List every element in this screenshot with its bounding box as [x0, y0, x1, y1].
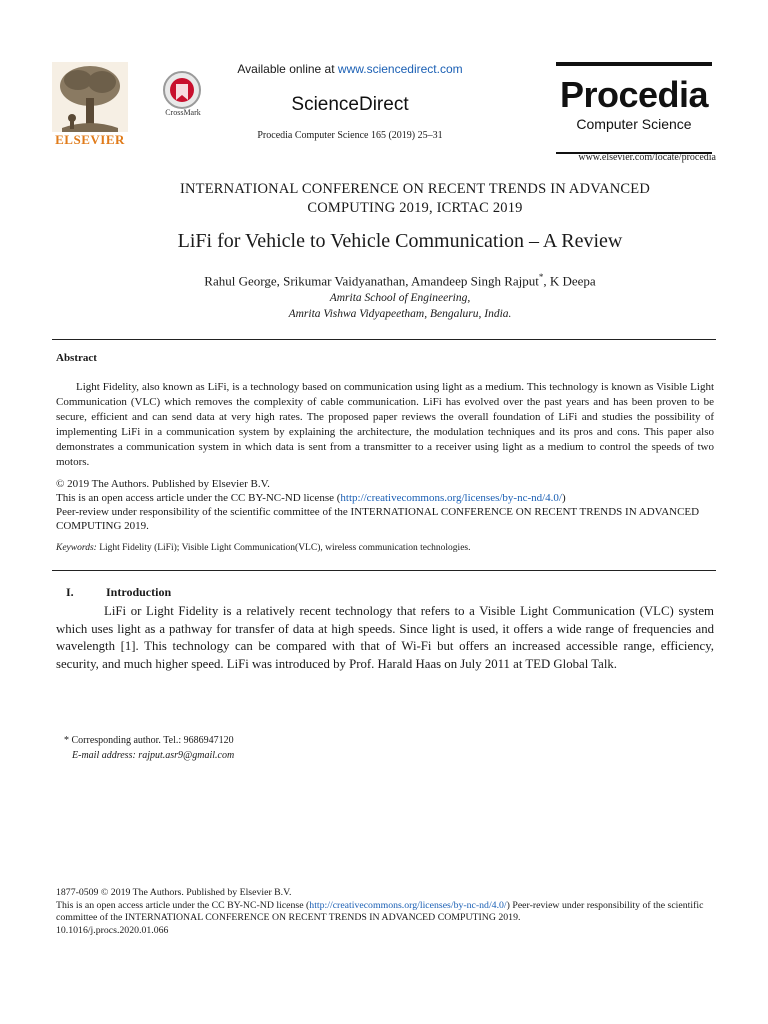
email-address[interactable]: rajput.asr9@gmail.com — [135, 750, 235, 761]
copyright-line: © 2019 The Authors. Published by Elsevier B.V. — [56, 478, 270, 490]
affiliation-line-2: Amrita Vishwa Vidyapeetham, Bengaluru, India. — [288, 308, 512, 320]
keywords-label: Keywords: — [56, 543, 97, 553]
journal-reference: Procedia Computer Science 165 (2019) 25–31 — [257, 130, 443, 141]
license-line — [56, 491, 716, 505]
section-title: Introduction — [106, 585, 172, 599]
footer-license-link[interactable]: http://creativecommons.org/licenses/by-nc-nd/4.0/ — [309, 899, 507, 911]
corresponding-author-line: * Corresponding author. Tel.: 9686947120 — [64, 735, 234, 746]
keywords-text: Light Fidelity (LiFi); Visible Light Communication(VLC), wireless communication technologies. — [96, 543, 471, 553]
crossmark-label: CrossMark — [165, 108, 201, 117]
license-link[interactable]: http://creativecommons.org/licenses/by-nc-nd/4.0/ — [340, 492, 562, 504]
platform-name: ScienceDirect — [291, 94, 409, 115]
divider-top — [52, 339, 716, 340]
section-number: I. — [66, 585, 74, 599]
authors-main: Rahul George, Srikumar Vaidyanathan, Amandeep Singh Rajput — [204, 273, 539, 289]
email-label: E-mail address: — [72, 750, 136, 761]
author-list — [90, 272, 710, 289]
available-online — [220, 62, 480, 76]
keywords-line — [56, 543, 716, 553]
affiliation-line-1: Amrita School of Engineering, — [329, 292, 471, 304]
authors-tail: , K Deepa — [543, 273, 596, 289]
journal-url[interactable]: www.elsevier.com/locate/procedia — [578, 152, 716, 163]
doi-line[interactable]: 10.1016/j.procs.2020.01.066 — [56, 924, 169, 936]
elsevier-wordmark: ELSEVIER — [55, 132, 125, 147]
section-heading — [66, 585, 171, 600]
journal-logo-subtitle: Computer Science — [576, 116, 692, 132]
corresponding-author-note — [64, 733, 234, 763]
sciencedirect-link[interactable]: www.sciencedirect.com — [337, 62, 463, 76]
crossmark-icon[interactable] — [162, 70, 202, 110]
footer-license-prefix: This is an open access article under the CC BY-NC-ND license ( — [56, 899, 310, 911]
paper-title: LiFi for Vehicle to Vehicle Communication – A Review — [177, 230, 623, 252]
license-prefix: This is an open access article under the CC BY-NC-ND license ( — [56, 492, 341, 504]
abstract-heading: Abstract — [56, 352, 97, 364]
peer-review-line: Peer-review under responsibility of the scientific committee of the INTERNATIONAL CONFERENCE ON RECENT TRENDS IN ADVANCED COMPUTING 2019. — [56, 506, 700, 532]
issn-line: 1877-0509 © 2019 The Authors. Published by Elsevier B.V. — [56, 887, 292, 898]
footer-license-suffix: ) Peer-review under responsibility of the scientific committee of the INTERNATIONAL CONFERENCE ON RECENT TRENDS IN ADVANCED COMPUTING 2019. — [56, 899, 704, 923]
email-line — [64, 748, 234, 763]
conference-name — [120, 180, 710, 218]
available-online-prefix: Available online at — [237, 62, 338, 76]
corresponding-mark: * — [538, 272, 544, 282]
divider-bottom — [52, 570, 716, 571]
license-suffix: ) — [562, 492, 566, 504]
footer-license — [56, 900, 716, 925]
journal-logo-title: Procedia — [559, 74, 709, 115]
introduction-body: LiFi or Light Fidelity is a relatively recent technology that refers to a Visible Light Communication (VLC) system which uses light as a pathway for transfer of data at high speeds. Since light is used, it offers a wide range of frequencies and wavelength [1]. This technology can be compared with that of Wi-Fi but offers an increased accessible range, efficiency, security, and much higher speed. LiFi was introduced by Prof. Harald Haas on July 2011 at TED Global Talk. — [56, 604, 714, 671]
page-footer — [56, 887, 716, 937]
conference-line-2: COMPUTING 2019, ICRTAC 2019 — [307, 200, 523, 216]
abstract-body: Light Fidelity, also known as LiFi, is a technology based on communication using light as a medium. This technology is known as Visible Light Communication (VLC) which removes the complexity of cable communication. LiFi has evolved over the past years and has been proven to be secure, efficient and can send data at very high rates. The proposed paper reviews the overall foundation of LiFi and studies the possibility of implementing LiFi in a communication system by explaining the architecture, the modulation techniques and its pros and cons. This paper also demonstrates a communication system in which data is sent from a transmitter to a receiver using light as a medium to control the speeds of two motors. — [56, 381, 714, 468]
conference-line-1: INTERNATIONAL CONFERENCE ON RECENT TRENDS IN ADVANCED — [179, 181, 651, 197]
